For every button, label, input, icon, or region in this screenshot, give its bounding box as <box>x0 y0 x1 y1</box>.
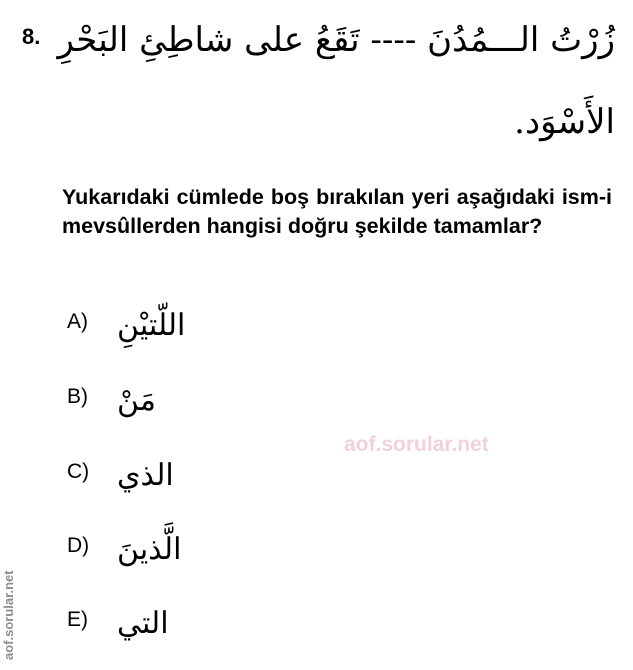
option-c-text: الذي <box>117 458 174 493</box>
option-a-label: A) <box>67 310 88 333</box>
option-d[interactable] <box>67 520 287 580</box>
option-b[interactable] <box>67 371 287 431</box>
question-number: 8. <box>22 24 41 49</box>
option-a-text: اللّتيْنِ <box>117 308 186 343</box>
arabic-sentence-line-2: الأَسْوَد. <box>514 102 615 142</box>
option-c[interactable] <box>67 446 287 506</box>
arabic-sentence-line-1: زُرْتُ الـــمُدُنَ ---- تَقَعُ على شاطِئِ البَحْرِ <box>57 20 615 60</box>
option-b-text: مَنْ <box>117 383 156 418</box>
option-a[interactable] <box>67 296 287 356</box>
watermark-center: aof.sorular.net <box>344 433 489 456</box>
question-prompt: Yukarıdaki cümlede boş bırakılan yeri aşağıdaki ism-i mevsûllerden hangisi doğru şekilde tamamlar? <box>62 185 612 238</box>
option-b-label: B) <box>67 385 88 408</box>
option-c-label: C) <box>67 460 90 483</box>
option-d-label: D) <box>67 534 90 557</box>
option-e-label: E) <box>67 608 88 631</box>
watermark-side: aof.sorular.net <box>1 570 16 660</box>
option-e-text: التي <box>117 606 169 641</box>
option-e[interactable] <box>67 594 287 654</box>
option-d-text: الَّذينَ <box>117 532 182 567</box>
